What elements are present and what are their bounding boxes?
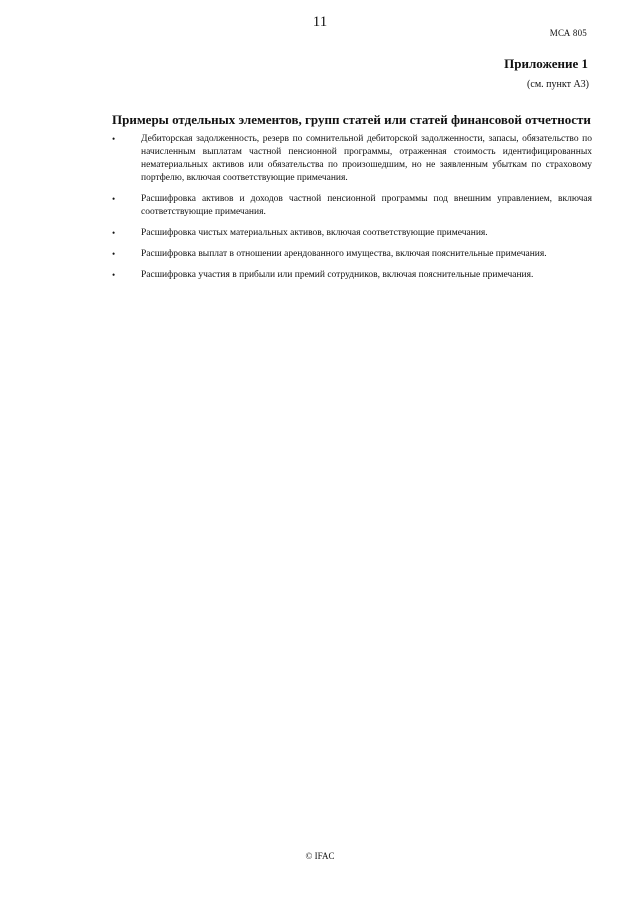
list-item: [112, 269, 592, 282]
examples-list: [112, 133, 592, 290]
list-item: [112, 227, 592, 240]
list-item: [112, 133, 592, 185]
copyright-footer: © IFAC: [305, 851, 335, 861]
list-item-text: Расшифровка участия в прибыли или премий сотрудников, включая пояснительные примечания.: [141, 270, 534, 280]
appendix-reference: (см. пункт А3): [527, 79, 589, 90]
list-item: [112, 193, 592, 219]
appendix-title: Приложение 1: [504, 56, 588, 71]
bullet-icon: •: [112, 194, 116, 204]
list-item-text: Расшифровка выплат в отношении арендованного имущества, включая пояснительные примечания.: [141, 249, 547, 259]
document-code: МСА 805: [549, 28, 587, 38]
list-item: [112, 248, 592, 261]
bullet-icon: •: [112, 228, 116, 238]
page-number: 11: [312, 14, 328, 30]
bullet-icon: •: [112, 134, 116, 144]
list-item-text: Дебиторская задолженность, резерв по сомнительной дебиторской задолженности, запасы, обязательство по начисленным выплатам частной пенсионной программы, отраженная стоимость идентифицированных нематериальных активов или обязательства по произошедшим, но не заявленным убыткам по страховому портфелю, включая соответствующие примечания.: [141, 134, 592, 183]
bullet-icon: •: [112, 270, 116, 280]
list-item-text: Расшифровка активов и доходов частной пенсионной программы под внешним управлением, включая соответствующие примечания.: [141, 194, 592, 217]
section-heading: Примеры отдельных элементов, групп статей или статей финансовой отчетности: [112, 112, 591, 127]
list-item-text: Расшифровка чистых материальных активов, включая соответствующие примечания.: [141, 228, 488, 238]
bullet-icon: •: [112, 249, 116, 259]
